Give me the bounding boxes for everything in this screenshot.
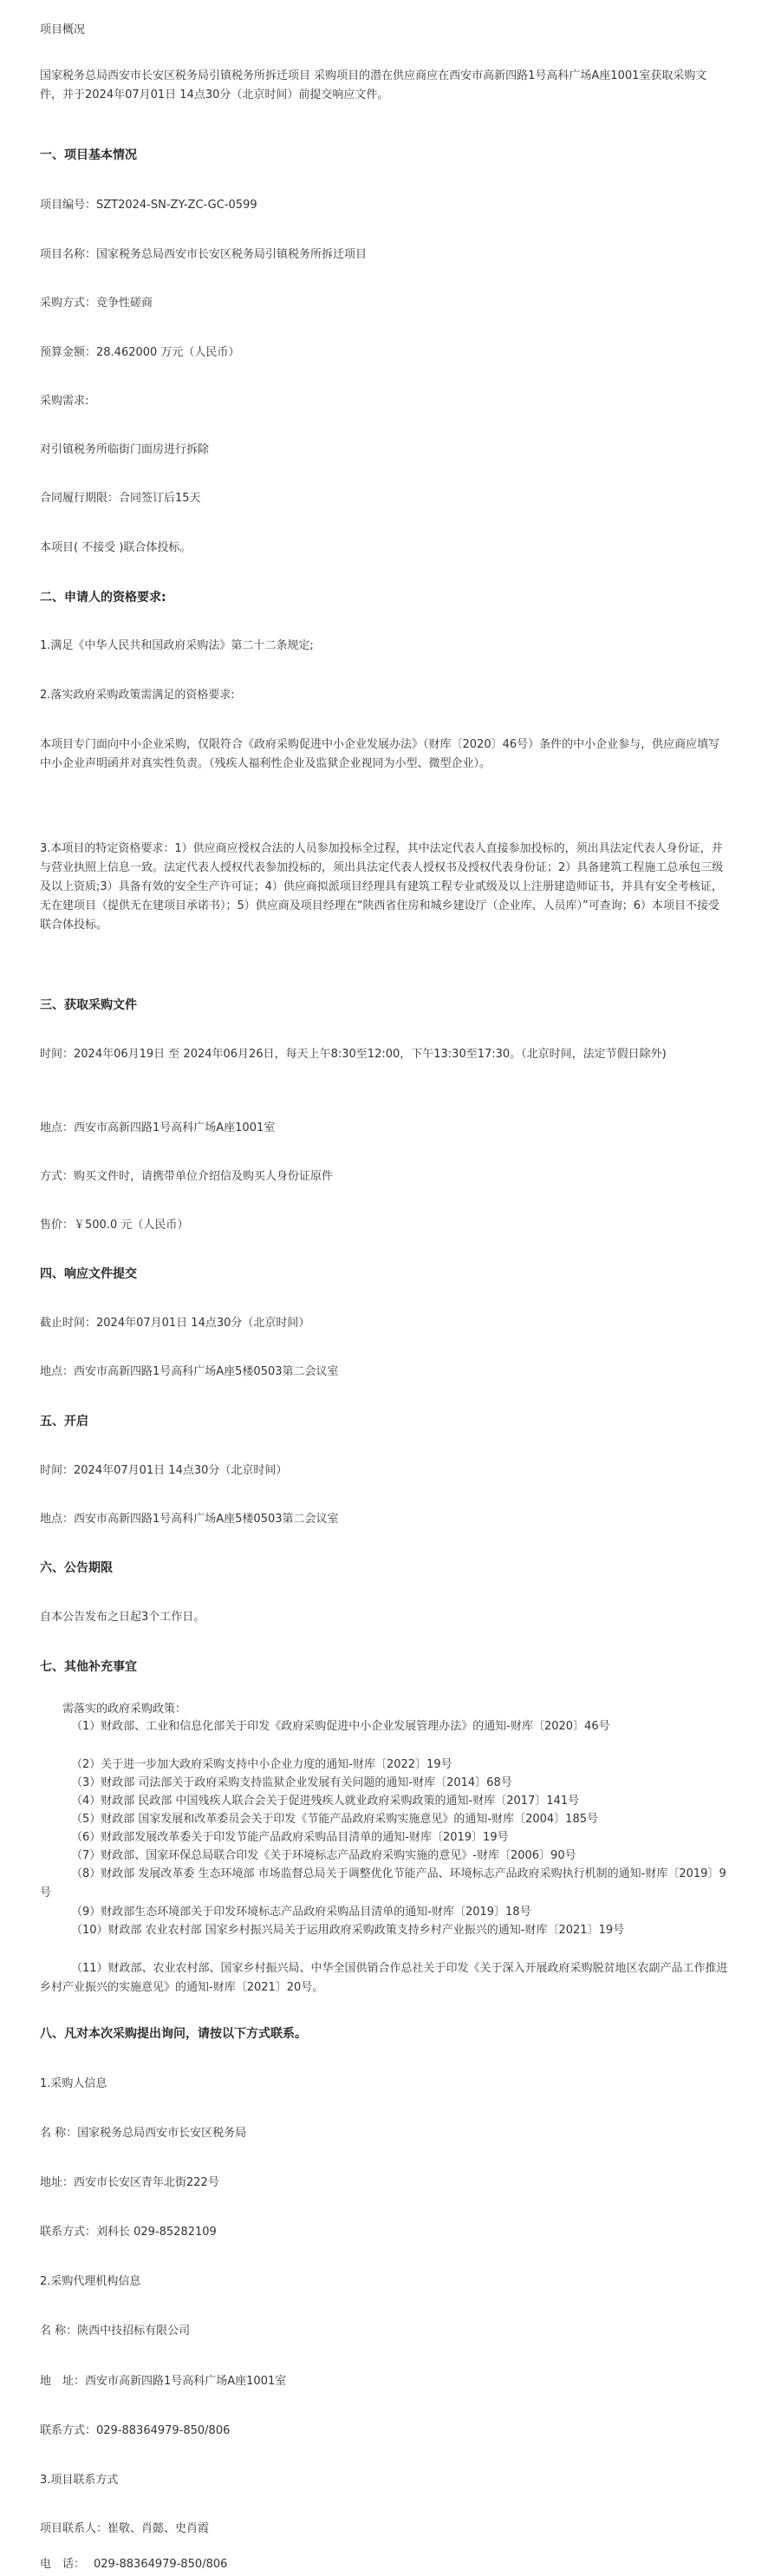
agent-info-label: 2.采购代理机构信息	[40, 2275, 141, 2288]
purchase-way: 方式：购买文件时，请携带单位介绍信及购买人身份证原件	[40, 1170, 334, 1183]
policy-item-7: （7）财政部、国家环保总局联合印发《关于环境标志产品政府采购实施的意见》-财库〔2006〕90号	[71, 1849, 576, 1862]
agent-name: 名 称：陕西中技招标有限公司	[40, 2324, 191, 2337]
agent-contact: 联系方式：029-88364979-850/806	[40, 2424, 231, 2437]
buyer-name: 名 称：国家税务总局西安市长安区税务局	[40, 2127, 247, 2140]
policy-item-4: （4）财政部 民政部 中国残疾人联合会关于促进残疾人就业政府采购政策的通知-财库〔2017〕141号	[71, 1795, 580, 1808]
contract-period: 合同履行期限：合同签订后15天	[40, 492, 201, 505]
demand-label: 采购需求:	[40, 395, 89, 408]
section-6-title: 六、公告期限	[40, 1561, 113, 1575]
overview-text: 国家税务总局西安市长安区税务局引镇税务所拆迁项目 采购项目的潜在供应商应在西安市高新四路1号高科广场A座1001室获取采购文件，并于2024年07月01日 14点30分（北京时间）前提交响应文件。	[40, 69, 707, 101]
project-contact-phone	[40, 2555, 227, 2574]
qualification-item-3: 3.本项目的特定资格要求：1）供应商应授权合法的人员参加投标全过程，其中法定代表人直接参加投标的，须出具法定代表人身份证，并与营业执照上信息一致。法定代表人授权代表参加投标的，须出具法定代表人授权书及授权代表身份证；2）具备建筑工程施工总承包三级及以上资质;3）具备有效的安全生产许可证；4）供应商拟派项目经理具有建筑工程专业贰级及以上注册建造师证书，并具有安全考核证，无在建项目（提供无在建项目承诺书）；5）供应商及项目经理在“陕西省住房和城乡建设厅（企业库、人员库）”可查询；6）本项目不接受联合体投标。	[40, 842, 724, 932]
policy-intro: 需落实的政府采购政策：	[62, 1703, 187, 1716]
section-4-title: 四、响应文件提交	[40, 1267, 137, 1281]
policy-item-11: （11）财政部、农业农村部、国家乡村振兴局、中华全国供销合作总社关于印发《关于深入开展政府采购脱贫地区农副产品工作推进乡村产业振兴的实施意见》的通知-财库〔2021〕20号。	[40, 1962, 728, 1994]
document-price: 售价：￥500.0 元（人民币）	[40, 1219, 189, 1232]
qualification-item-2-text: 本项目专门面向中小企业采购，仅限符合《政府采购促进中小企业发展办法》（财库〔2020〕46号）条件的中小企业参与，供应商应填写中小企业声明函并对真实性负责。（残疾人福利性企业及监狱企业视同为小型、微型企业）。	[40, 738, 720, 770]
purchase-place: 地点：西安市高新四路1号高科广场A座1001室	[40, 1121, 276, 1134]
phone-label: 电 话：	[40, 2558, 86, 2571]
policy-item-5: （5）财政部 国家发展和改革委员会关于印发《节能产品政府采购实施意见》的通知-财库〔2004〕185号	[71, 1813, 598, 1826]
consortium-note: 本项目( 不接受 )联合体投标。	[40, 541, 192, 554]
policy-item-10: （10）财政部 农业农村部 国家乡村振兴局关于运用政府采购政策支持乡村产业振兴的通知-财库〔2021〕19号	[71, 1924, 625, 1937]
qualification-item-2: 2.落实政府采购政策需满足的资格要求:	[40, 689, 235, 702]
qualification-item-1: 1.满足《中华人民共和国政府采购法》第二十二条规定;	[40, 639, 314, 652]
phone-value: 029-88364979-850/806	[94, 2558, 228, 2571]
project-contact-label: 3.项目联系方式	[40, 2474, 119, 2487]
section-1-title: 一、项目基本情况	[40, 148, 137, 162]
project-contact-people: 项目联系人：崔敬、肖懿、史肖霞	[40, 2522, 210, 2535]
buyer-info-label: 1.采购人信息	[40, 2077, 107, 2090]
buyer-address: 地址：西安市长安区青年北街222号	[40, 2176, 219, 2189]
section-3-title: 三、获取采购文件	[40, 998, 137, 1012]
overview-title: 项目概况	[40, 23, 86, 36]
buyer-contact: 联系方式：刘科长 029-85282109	[40, 2226, 217, 2239]
section-2-title: 二、申请人的资格要求:	[40, 591, 166, 605]
opening-place: 地点：西安市高新四路1号高科广场A座5楼0503第二会议室	[40, 1513, 339, 1526]
policy-item-2: （2）关于进一步加大政府采购支持中小企业力度的通知-财库〔2022〕19号	[71, 1758, 452, 1771]
project-number: 项目编号：SZT2024-SN-ZY-ZC-GC-0599	[40, 199, 257, 212]
budget-amount: 预算金额：28.462000 万元（人民币）	[40, 346, 240, 359]
policy-item-9: （9）财政部生态环境部关于印发环境标志产品政府采购品目清单的通知-财库〔2019〕18号	[71, 1906, 531, 1919]
section-8-title: 八、凡对本次采购提出询问，请按以下方式联系。	[40, 2027, 307, 2041]
submission-deadline: 截止时间：2024年07月01日 14点30分（北京时间）	[40, 1317, 310, 1330]
submission-place: 地点：西安市高新四路1号高科广场A座5楼0503第二会议室	[40, 1365, 339, 1378]
project-name: 项目名称：国家税务总局西安市长安区税务局引镇税务所拆迁项目	[40, 248, 368, 261]
section-5-title: 五、开启	[40, 1415, 88, 1429]
agent-address: 地 址：西安市高新四路1号高科广场A座1001室	[40, 2375, 287, 2388]
policy-item-3: （3）财政部 司法部关于政府采购支持监狱企业发展有关问题的通知-财库〔2014〕68号	[71, 1776, 512, 1789]
policy-item-1: （1）财政部、工业和信息化部关于印发《政府采购促进中小企业发展管理办法》的通知-财库〔2020〕46号	[71, 1720, 610, 1733]
demand-text: 对引镇税务所临街门面房进行拆除	[40, 443, 210, 456]
procurement-method: 采购方式：竞争性磋商	[40, 297, 153, 310]
purchase-time: 时间：2024年06月19日 至 2024年06月26日，每天上午8:30至12:00，下午13:30至17:30。（北京时间，法定节假日除外)	[40, 1048, 667, 1061]
policy-item-6: （6）财政部发展改革委关于印发节能产品政府采购品目清单的通知-财库〔2019〕19号	[71, 1831, 509, 1844]
opening-time: 时间：2024年07月01日 14点30分（北京时间）	[40, 1464, 288, 1477]
policy-item-8: （8）财政部 发展改革委 生态环境部 市场监督总局关于调整优化节能产品、环境标志产品政府采购执行机制的通知-财库〔2019〕9号	[40, 1867, 726, 1899]
announcement-period: 自本公告发布之日起3个工作日。	[40, 1611, 205, 1624]
section-7-title: 七、其他补充事宜	[40, 1660, 137, 1674]
